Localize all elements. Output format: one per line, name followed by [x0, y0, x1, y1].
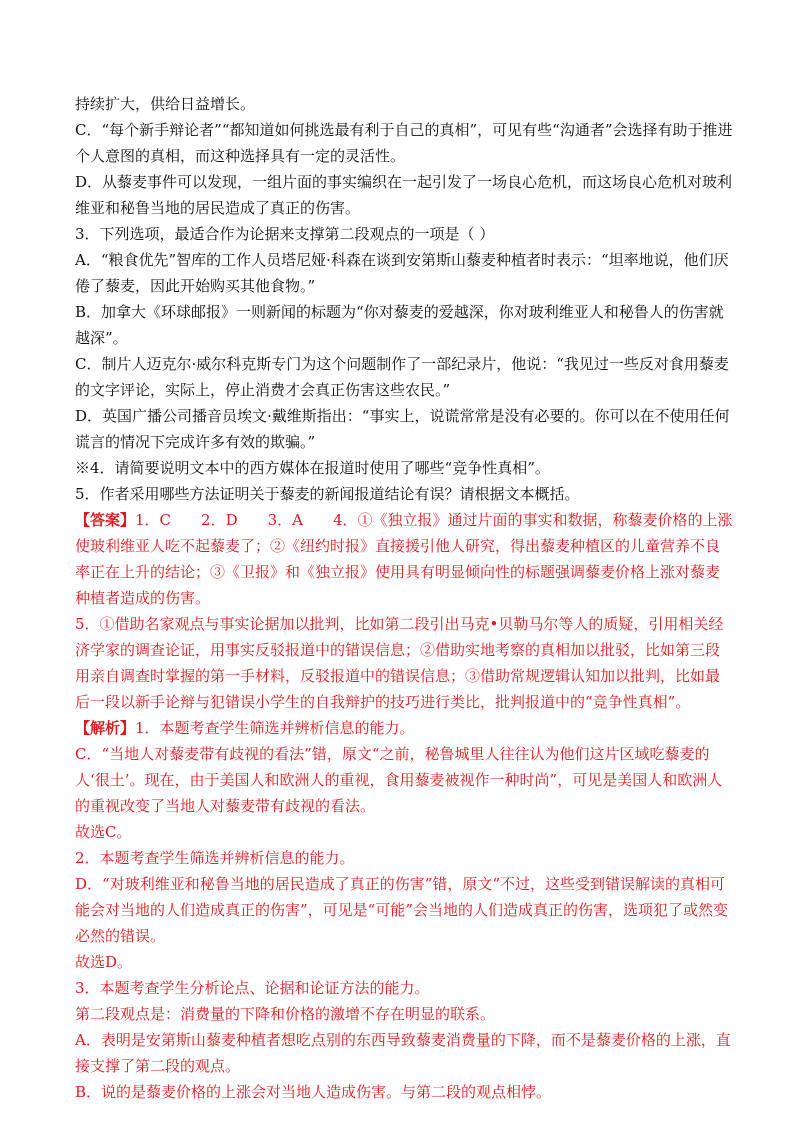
q3-option-b: B．加拿大《环球邮报》一则新闻的标题为“你对藜麦的爱越深，你对玻利维亚人和秘鲁人的伤害就越深”。	[75, 303, 724, 347]
analysis-3-view: 第二段观点是：消费量的下降和价格的激增不存在明显的联系。	[75, 1005, 496, 1023]
analysis-2-d: D．“对玻利维亚和秘鲁当地的居民造成了真正的伤害”错，原文“不过，这些受到错误解读的真相可能会对当地的人们造成真正的伤害”，可见是“可能”会当地的人们造成真正的伤害，选项犯了或然变必然的错误。	[75, 875, 729, 945]
q2-option-d: D．从藜麦事件可以发现，一组片面的事实编织在一起引发了一场良心危机，而这场良心危机对玻利维亚和秘鲁当地的居民造成了真正的伤害。	[75, 173, 733, 217]
analysis-1-choice: 故选C。	[75, 823, 132, 841]
analysis-label: 【解析】	[75, 719, 136, 737]
analysis-2-choice: 故选D。	[75, 953, 133, 971]
q3-option-c: C．制片人迈克尔·威尔科克斯专门为这个问题制作了一部纪录片，他说：“我见过一些反对食用藜麦的文字评论，实际上，停止消费才会真正伤害这些农民。”	[75, 355, 729, 399]
analysis-block	[75, 715, 734, 741]
analysis-2: 2．本题考查学生筛选并辨析信息的能力。	[75, 849, 355, 867]
analysis-3: 3．本题考查学生分析论点、论据和论证方法的能力。	[75, 979, 430, 997]
q2-option-c: C．“每个新手辩论者”“都知道如何挑选最有利于自己的真相”，可见有些“沟通者”会选择有助于推进个人意图的真相，而这种选择具有一定的灵活性。	[75, 121, 733, 165]
analysis-1-c: C．“当地人对藜麦带有歧视的看法”错，原文“之前，秘鲁城里人往往认为他们这片区域吃藜麦的人‘很土’。现在，由于美国人和欧洲人的重视，食用藜麦被视作一种时尚”，可见是美国人和欧洲人的重视改变了当地人对藜麦带有歧视的看法。	[75, 745, 723, 815]
analysis-3-b: B．说的是藜麦价格的上涨会对当地人造成伤害。与第二段的观点相悖。	[75, 1083, 552, 1101]
q5-stem: 5．作者采用哪些方法证明关于藜麦的新闻报道结论有误？请根据文本概括。	[75, 485, 580, 503]
q2-prev-line: 持续扩大，供给日益增长。	[75, 95, 256, 113]
q3-option-d: D．英国广播公司播音员埃文·戴维斯指出：“事实上，说谎常常是没有必要的。你可以在不使用任何谎言的情况下完成许多有效的欺骗。”	[75, 407, 730, 451]
q3-option-a: A．“粮食优先”智库的工作人员塔尼娅·科森在谈到安第斯山藜麦种植者时表示：“坦率地说，他们厌倦了藜麦，因此开始购买其他食物。”	[75, 251, 729, 295]
q4-stem: ※4．请简要说明文本中的西方媒体在报道时使用了哪些“竞争性真相”。	[75, 459, 550, 477]
q3-stem: 3．下列选项，最适合作为论据来支撑第二段观点的一项是（ ）	[75, 225, 495, 243]
answer-5: 5．①借助名家观点与事实论据加以批判，比如第二段引出马克•贝勒马尔等人的质疑，引用相关经济学家的调查论证，用事实反驳报道中的错误信息；②借助实地考察的真相加以批驳，比如第三段用亲自调查时掌握的第一手材料，反驳报道中的错误信息；③借助常规逻辑认知加以批判，比如最后一段以新手论辩与犯错误小学生的自我辩护的技巧进行类比，批判报道中的“竞争性真相”。	[75, 615, 724, 711]
answer-block	[75, 507, 734, 611]
analysis-3-a: A．表明是安第斯山藜麦种植者想吃点别的东西导致藜麦消费量的下降，而不是藜麦价格的上涨，直接支撑了第二段的观点。	[75, 1031, 731, 1075]
answer-label: 【答案】	[75, 511, 136, 529]
analysis-1: 1．本题考查学生筛选并辨析信息的能力。	[135, 719, 415, 737]
answer-text: 1．C 2．D 3．A 4．①《独立报》通过片面的事实和数据，称藜麦价格的上涨使玻利维亚人吃不起藜麦了；②《纽约时报》直接援引他人研究，得出藜麦种植区的儿童营养不良率正在上升的结论；③《卫报》和《独立报》使用具有明显倾向性的标题强调藜麦价格上涨对藜麦种植者造成的伤害。	[75, 511, 733, 607]
